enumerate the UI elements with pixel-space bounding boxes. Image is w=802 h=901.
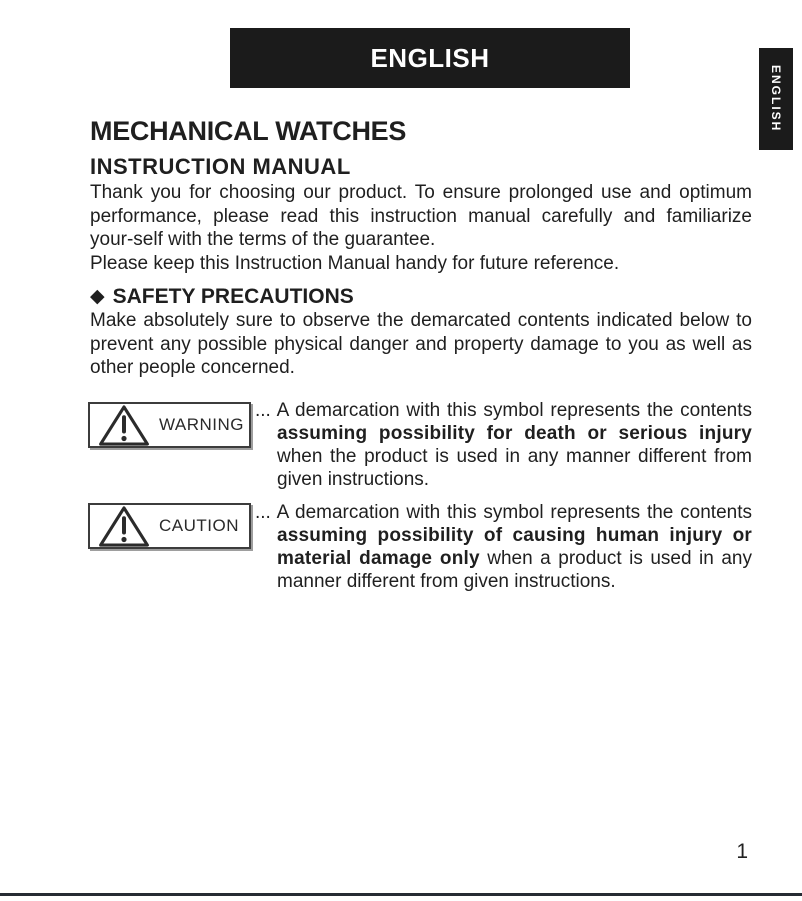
intro-line: your-self with the terms of the guarantee.	[90, 229, 436, 250]
safety-line: prevent any possible physical danger and property damage to you as well as	[90, 333, 752, 355]
warning-description	[255, 399, 752, 491]
warning-sign-box	[88, 402, 251, 448]
caution-desc-line: ... A demarcation with this symbol represents the contents	[255, 502, 752, 523]
intro-line: Thank you for choosing our product. To ensure prolonged use and optimum	[90, 182, 752, 203]
warning-desc-line: ... A demarcation with this symbol represents the contents	[255, 400, 752, 421]
safety-precautions-heading	[90, 284, 354, 309]
instruction-manual-heading: INSTRUCTION MANUAL	[90, 154, 351, 179]
language-banner-label: ENGLISH	[370, 42, 490, 73]
warning-label: WARNING	[159, 415, 245, 434]
diamond-bullet-icon: ◆	[90, 286, 105, 307]
intro-line: performance, please read this instruction manual carefully and familiarize	[90, 205, 752, 227]
language-banner	[230, 28, 630, 88]
caution-sign-box	[88, 503, 251, 549]
warning-desc-line: assuming possibility for death or serious injury	[277, 423, 752, 444]
keep-manual-paragraph	[90, 252, 752, 276]
warning-triangle-icon	[97, 403, 151, 448]
safety-line: other people concerned.	[90, 357, 295, 378]
keep-manual-line: Please keep this Instruction Manual handy for future reference.	[90, 253, 620, 274]
bottom-rule	[0, 893, 802, 896]
caution-desc-line: assuming possibility of causing human injury or	[277, 525, 752, 546]
page-number: 1	[736, 840, 748, 863]
caution-triangle-icon	[97, 504, 151, 549]
caution-desc-line: material damage only when a product is used in any	[277, 548, 752, 569]
safety-line: Make absolutely sure to observe the demarcated contents indicated below to	[90, 310, 752, 331]
caution-description	[255, 501, 752, 593]
warning-desc-line: given instructions.	[277, 469, 430, 490]
warning-desc-line: when the product is used in any manner different from	[277, 446, 752, 467]
page-title: MECHANICAL WATCHES	[90, 116, 407, 146]
language-side-tab	[759, 48, 793, 150]
safety-precautions-label: SAFETY PRECAUTIONS	[112, 285, 354, 308]
caution-label: CAUTION	[159, 516, 239, 535]
safety-paragraph	[90, 309, 752, 380]
caution-desc-line: manner different from given instructions.	[277, 571, 616, 592]
language-side-tab-label: ENGLISH	[769, 65, 783, 133]
intro-paragraph	[90, 181, 752, 252]
